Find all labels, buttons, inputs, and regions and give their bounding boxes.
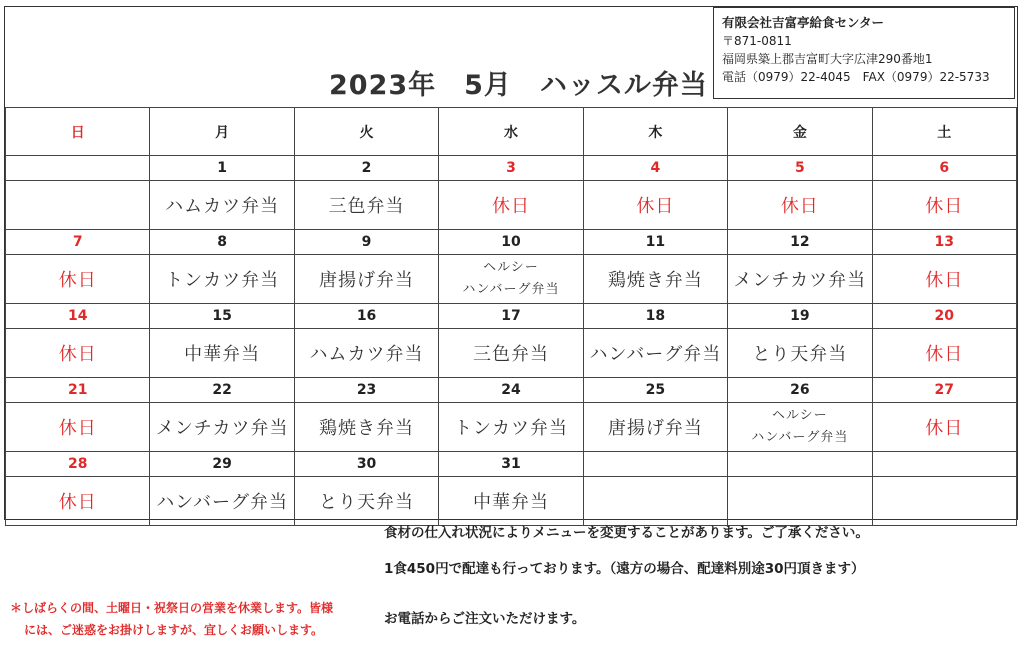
menu-cell: ハムカツ弁当 xyxy=(150,181,294,230)
date-row xyxy=(6,378,1017,403)
company-postal: 〒871-0811 xyxy=(722,34,792,48)
closure-notice-line-1: ＊しばらくの間、土曜日・祝祭日の営業を休業します。皆様 xyxy=(10,601,334,615)
note-menu-change: 食材の仕入れ状況によりメニューを変更することがあります。ご了承ください。 xyxy=(384,525,869,541)
date-cell: 10 xyxy=(439,230,583,255)
weekday-mon: 月 xyxy=(150,108,294,156)
menu-cell xyxy=(728,477,872,526)
menu-cell-holiday: 休日 xyxy=(6,403,150,452)
menu-cell xyxy=(439,255,583,304)
menu-cell: とり天弁当 xyxy=(294,477,438,526)
date-cell: 25 xyxy=(583,378,727,403)
date-cell xyxy=(583,452,727,477)
date-cell xyxy=(6,156,150,181)
date-cell: 28 xyxy=(6,452,150,477)
date-cell: 5 xyxy=(728,156,872,181)
menu-cell-holiday: 休日 xyxy=(872,403,1016,452)
weekday-header-row xyxy=(6,108,1017,156)
menu-cell: トンカツ弁当 xyxy=(439,403,583,452)
calendar-table xyxy=(5,107,1017,526)
menu-cell-holiday: 休日 xyxy=(583,181,727,230)
date-cell: 18 xyxy=(583,304,727,329)
date-cell: 26 xyxy=(728,378,872,403)
date-cell: 12 xyxy=(728,230,872,255)
closure-notice xyxy=(10,597,333,641)
date-cell: 7 xyxy=(6,230,150,255)
weekday-wed: 水 xyxy=(439,108,583,156)
date-cell: 16 xyxy=(294,304,438,329)
date-cell: 19 xyxy=(728,304,872,329)
menu-row xyxy=(6,181,1017,230)
date-cell: 1 xyxy=(150,156,294,181)
menu-cell-holiday: 休日 xyxy=(728,181,872,230)
menu-cell: とり天弁当 xyxy=(728,329,872,378)
company-phone-fax: 電話（0979）22-4045 FAX（0979）22-5733 xyxy=(722,70,990,84)
menu-cell: メンチカツ弁当 xyxy=(728,255,872,304)
date-cell: 15 xyxy=(150,304,294,329)
date-cell: 27 xyxy=(872,378,1016,403)
date-cell: 20 xyxy=(872,304,1016,329)
date-cell: 24 xyxy=(439,378,583,403)
date-cell: 6 xyxy=(872,156,1016,181)
menu-cell xyxy=(872,477,1016,526)
menu-cell-holiday: 休日 xyxy=(872,329,1016,378)
menu-cell xyxy=(728,403,872,452)
date-cell: 14 xyxy=(6,304,150,329)
company-address: 福岡県築上郡吉富町大字広津290番地1 xyxy=(722,52,933,66)
date-cell: 21 xyxy=(6,378,150,403)
menu-cell-holiday: 休日 xyxy=(439,181,583,230)
date-cell: 23 xyxy=(294,378,438,403)
note-delivery: 1食450円で配達も行っております。（遠方の場合、配達料別途30円頂きます） xyxy=(384,561,865,577)
date-cell: 3 xyxy=(439,156,583,181)
date-row xyxy=(6,452,1017,477)
menu-cell: メンチカツ弁当 xyxy=(150,403,294,452)
closure-notice-line-2: には、ご迷惑をお掛けしますが、宜しくお願いします。 xyxy=(24,623,324,637)
date-cell xyxy=(872,452,1016,477)
company-name: 有限会社吉富亭給食センター xyxy=(722,15,885,30)
weekday-tue: 火 xyxy=(294,108,438,156)
menu-line-2: ハンバーグ弁当 xyxy=(751,430,849,445)
date-cell: 30 xyxy=(294,452,438,477)
menu-row xyxy=(6,403,1017,452)
note-phone-order: お電話からご注文いただけます。 xyxy=(384,611,586,627)
company-info-box xyxy=(713,7,1015,99)
menu-cell: 三色弁当 xyxy=(294,181,438,230)
date-cell: 22 xyxy=(150,378,294,403)
menu-cell-holiday: 休日 xyxy=(6,477,150,526)
menu-cell-holiday: 休日 xyxy=(6,329,150,378)
menu-cell: 鶏焼き弁当 xyxy=(583,255,727,304)
date-cell: 2 xyxy=(294,156,438,181)
date-cell: 13 xyxy=(872,230,1016,255)
menu-cell: ハムカツ弁当 xyxy=(294,329,438,378)
menu-cell: ハンバーグ弁当 xyxy=(583,329,727,378)
date-row xyxy=(6,156,1017,181)
menu-cell: 唐揚げ弁当 xyxy=(294,255,438,304)
date-cell: 31 xyxy=(439,452,583,477)
page-title: 2023年 5月 ハッスル弁当 xyxy=(329,70,708,101)
menu-cell: 唐揚げ弁当 xyxy=(583,403,727,452)
date-cell: 29 xyxy=(150,452,294,477)
menu-cell-holiday: 休日 xyxy=(872,255,1016,304)
weekday-sun: 日 xyxy=(6,108,150,156)
date-cell: 11 xyxy=(583,230,727,255)
menu-row xyxy=(6,477,1017,526)
weekday-thu: 木 xyxy=(583,108,727,156)
menu-line-1: ヘルシー xyxy=(483,260,539,275)
weekday-sat: 土 xyxy=(872,108,1016,156)
menu-cell xyxy=(583,477,727,526)
date-row xyxy=(6,230,1017,255)
menu-row xyxy=(6,329,1017,378)
menu-cell: ハンバーグ弁当 xyxy=(150,477,294,526)
date-cell: 8 xyxy=(150,230,294,255)
date-cell xyxy=(728,452,872,477)
date-cell: 9 xyxy=(294,230,438,255)
menu-cell: 鶏焼き弁当 xyxy=(294,403,438,452)
menu-cell: 中華弁当 xyxy=(439,477,583,526)
menu-cell-holiday: 休日 xyxy=(6,255,150,304)
weekday-fri: 金 xyxy=(728,108,872,156)
menu-cell-holiday: 休日 xyxy=(872,181,1016,230)
menu-cell xyxy=(6,181,150,230)
menu-cell: 三色弁当 xyxy=(439,329,583,378)
menu-line-2: ハンバーグ弁当 xyxy=(462,282,560,297)
date-row xyxy=(6,304,1017,329)
date-cell: 4 xyxy=(583,156,727,181)
menu-cell: 中華弁当 xyxy=(150,329,294,378)
date-cell: 17 xyxy=(439,304,583,329)
menu-row xyxy=(6,255,1017,304)
menu-line-1: ヘルシー xyxy=(771,408,828,423)
menu-cell: トンカツ弁当 xyxy=(150,255,294,304)
